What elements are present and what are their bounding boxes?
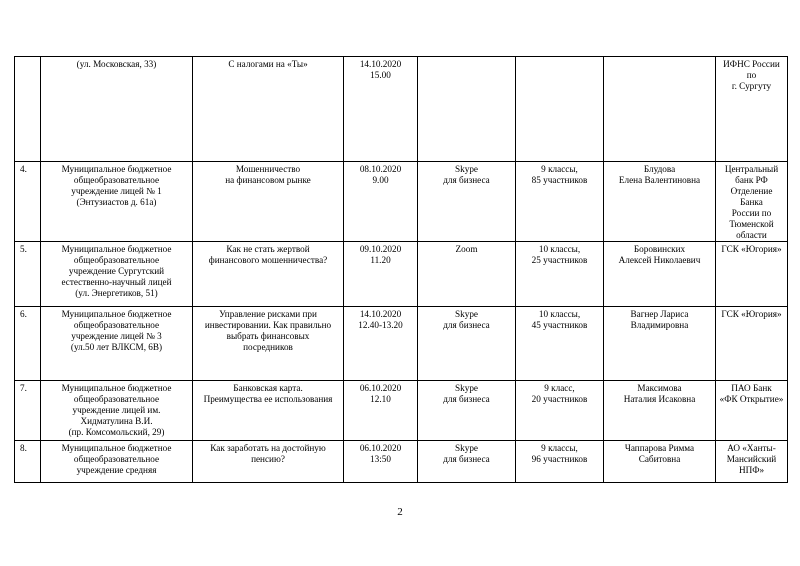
table-row (15, 381, 788, 441)
speaker-cell (604, 57, 716, 162)
participants-cell: 9 классы, 96 участников (516, 441, 604, 483)
format-cell: Skype для бизнеса (418, 441, 516, 483)
format-cell (418, 57, 516, 162)
datetime-cell: 08.10.2020 9.00 (344, 162, 418, 242)
organization-cell: ИФНС России по г. Сургуту (716, 57, 788, 162)
participants-cell (516, 57, 604, 162)
speaker-cell: Вагнер Лариса Владимировна (604, 307, 716, 381)
organization-cell: ГСК «Югория» (716, 307, 788, 381)
school-cell: Муниципальное бюджетное общеобразовательное учреждение Сургутский естественно-научный лицей (ул. Энергетиков, 51) (41, 242, 193, 307)
school-cell: (ул. Московская, 33) (41, 57, 193, 162)
format-cell: Zoom (418, 242, 516, 307)
participants-cell: 10 классы, 25 участников (516, 242, 604, 307)
topic-cell: С налогами на «Ты» (193, 57, 344, 162)
participants-cell: 9 классы, 85 участников (516, 162, 604, 242)
events-table (14, 56, 788, 483)
page-number: 2 (397, 506, 403, 518)
topic-cell: Банковская карта. Преимущества ее использования (193, 381, 344, 441)
school-cell: Муниципальное бюджетное общеобразовательное учреждение средняя (41, 441, 193, 483)
table-row (15, 441, 788, 483)
format-cell: Skype для бизнеса (418, 307, 516, 381)
organization-cell: Центральный банк РФ Отделение Банка России по Тюменской области (716, 162, 788, 242)
topic-cell: Мошенничество на финансовом рынке (193, 162, 344, 242)
datetime-cell: 14.10.2020 15.00 (344, 57, 418, 162)
datetime-cell: 06.10.2020 12.10 (344, 381, 418, 441)
row-number: 8. (15, 441, 41, 483)
school-cell: Муниципальное бюджетное общеобразовательное учреждение лицей № 1 (Энтузиастов д. 61а) (41, 162, 193, 242)
topic-cell: Управление рисками при инвестировании. Как правильно выбрать финансовых посредников (193, 307, 344, 381)
row-number: 5. (15, 242, 41, 307)
speaker-cell: Чаппарова Римма Сабитовна (604, 441, 716, 483)
school-cell: Муниципальное бюджетное общеобразовательное учреждение лицей им. Хидматулина В.И. (пр. Комсомольский, 29) (41, 381, 193, 441)
format-cell: Skype для бизнеса (418, 381, 516, 441)
datetime-cell: 09.10.2020 11.20 (344, 242, 418, 307)
format-cell: Skype для бизнеса (418, 162, 516, 242)
school-cell: Муниципальное бюджетное общеобразовательное учреждение лицей № 3 (ул.50 лет ВЛКСМ, 6В) (41, 307, 193, 381)
participants-cell: 9 класс, 20 участников (516, 381, 604, 441)
table-row (15, 162, 788, 242)
participants-cell: 10 классы, 45 участников (516, 307, 604, 381)
datetime-cell: 06.10.2020 13:50 (344, 441, 418, 483)
row-number: 4. (15, 162, 41, 242)
speaker-cell: Максимова Наталия Исаковна (604, 381, 716, 441)
organization-cell: ГСК «Югория» (716, 242, 788, 307)
datetime-cell: 14.10.2020 12.40-13.20 (344, 307, 418, 381)
topic-cell: Как не стать жертвой финансового мошенничества? (193, 242, 344, 307)
table-row (15, 57, 788, 162)
row-number (15, 57, 41, 162)
speaker-cell: Блудова Елена Валентиновна (604, 162, 716, 242)
row-number: 6. (15, 307, 41, 381)
organization-cell: ПАО Банк «ФК Открытие» (716, 381, 788, 441)
topic-cell: Как заработать на достойную пенсию? (193, 441, 344, 483)
speaker-cell: Боровинских Алексей Николаевич (604, 242, 716, 307)
organization-cell: АО «Ханты- Мансийский НПФ» (716, 441, 788, 483)
table-row (15, 307, 788, 381)
table-row (15, 242, 788, 307)
row-number: 7. (15, 381, 41, 441)
